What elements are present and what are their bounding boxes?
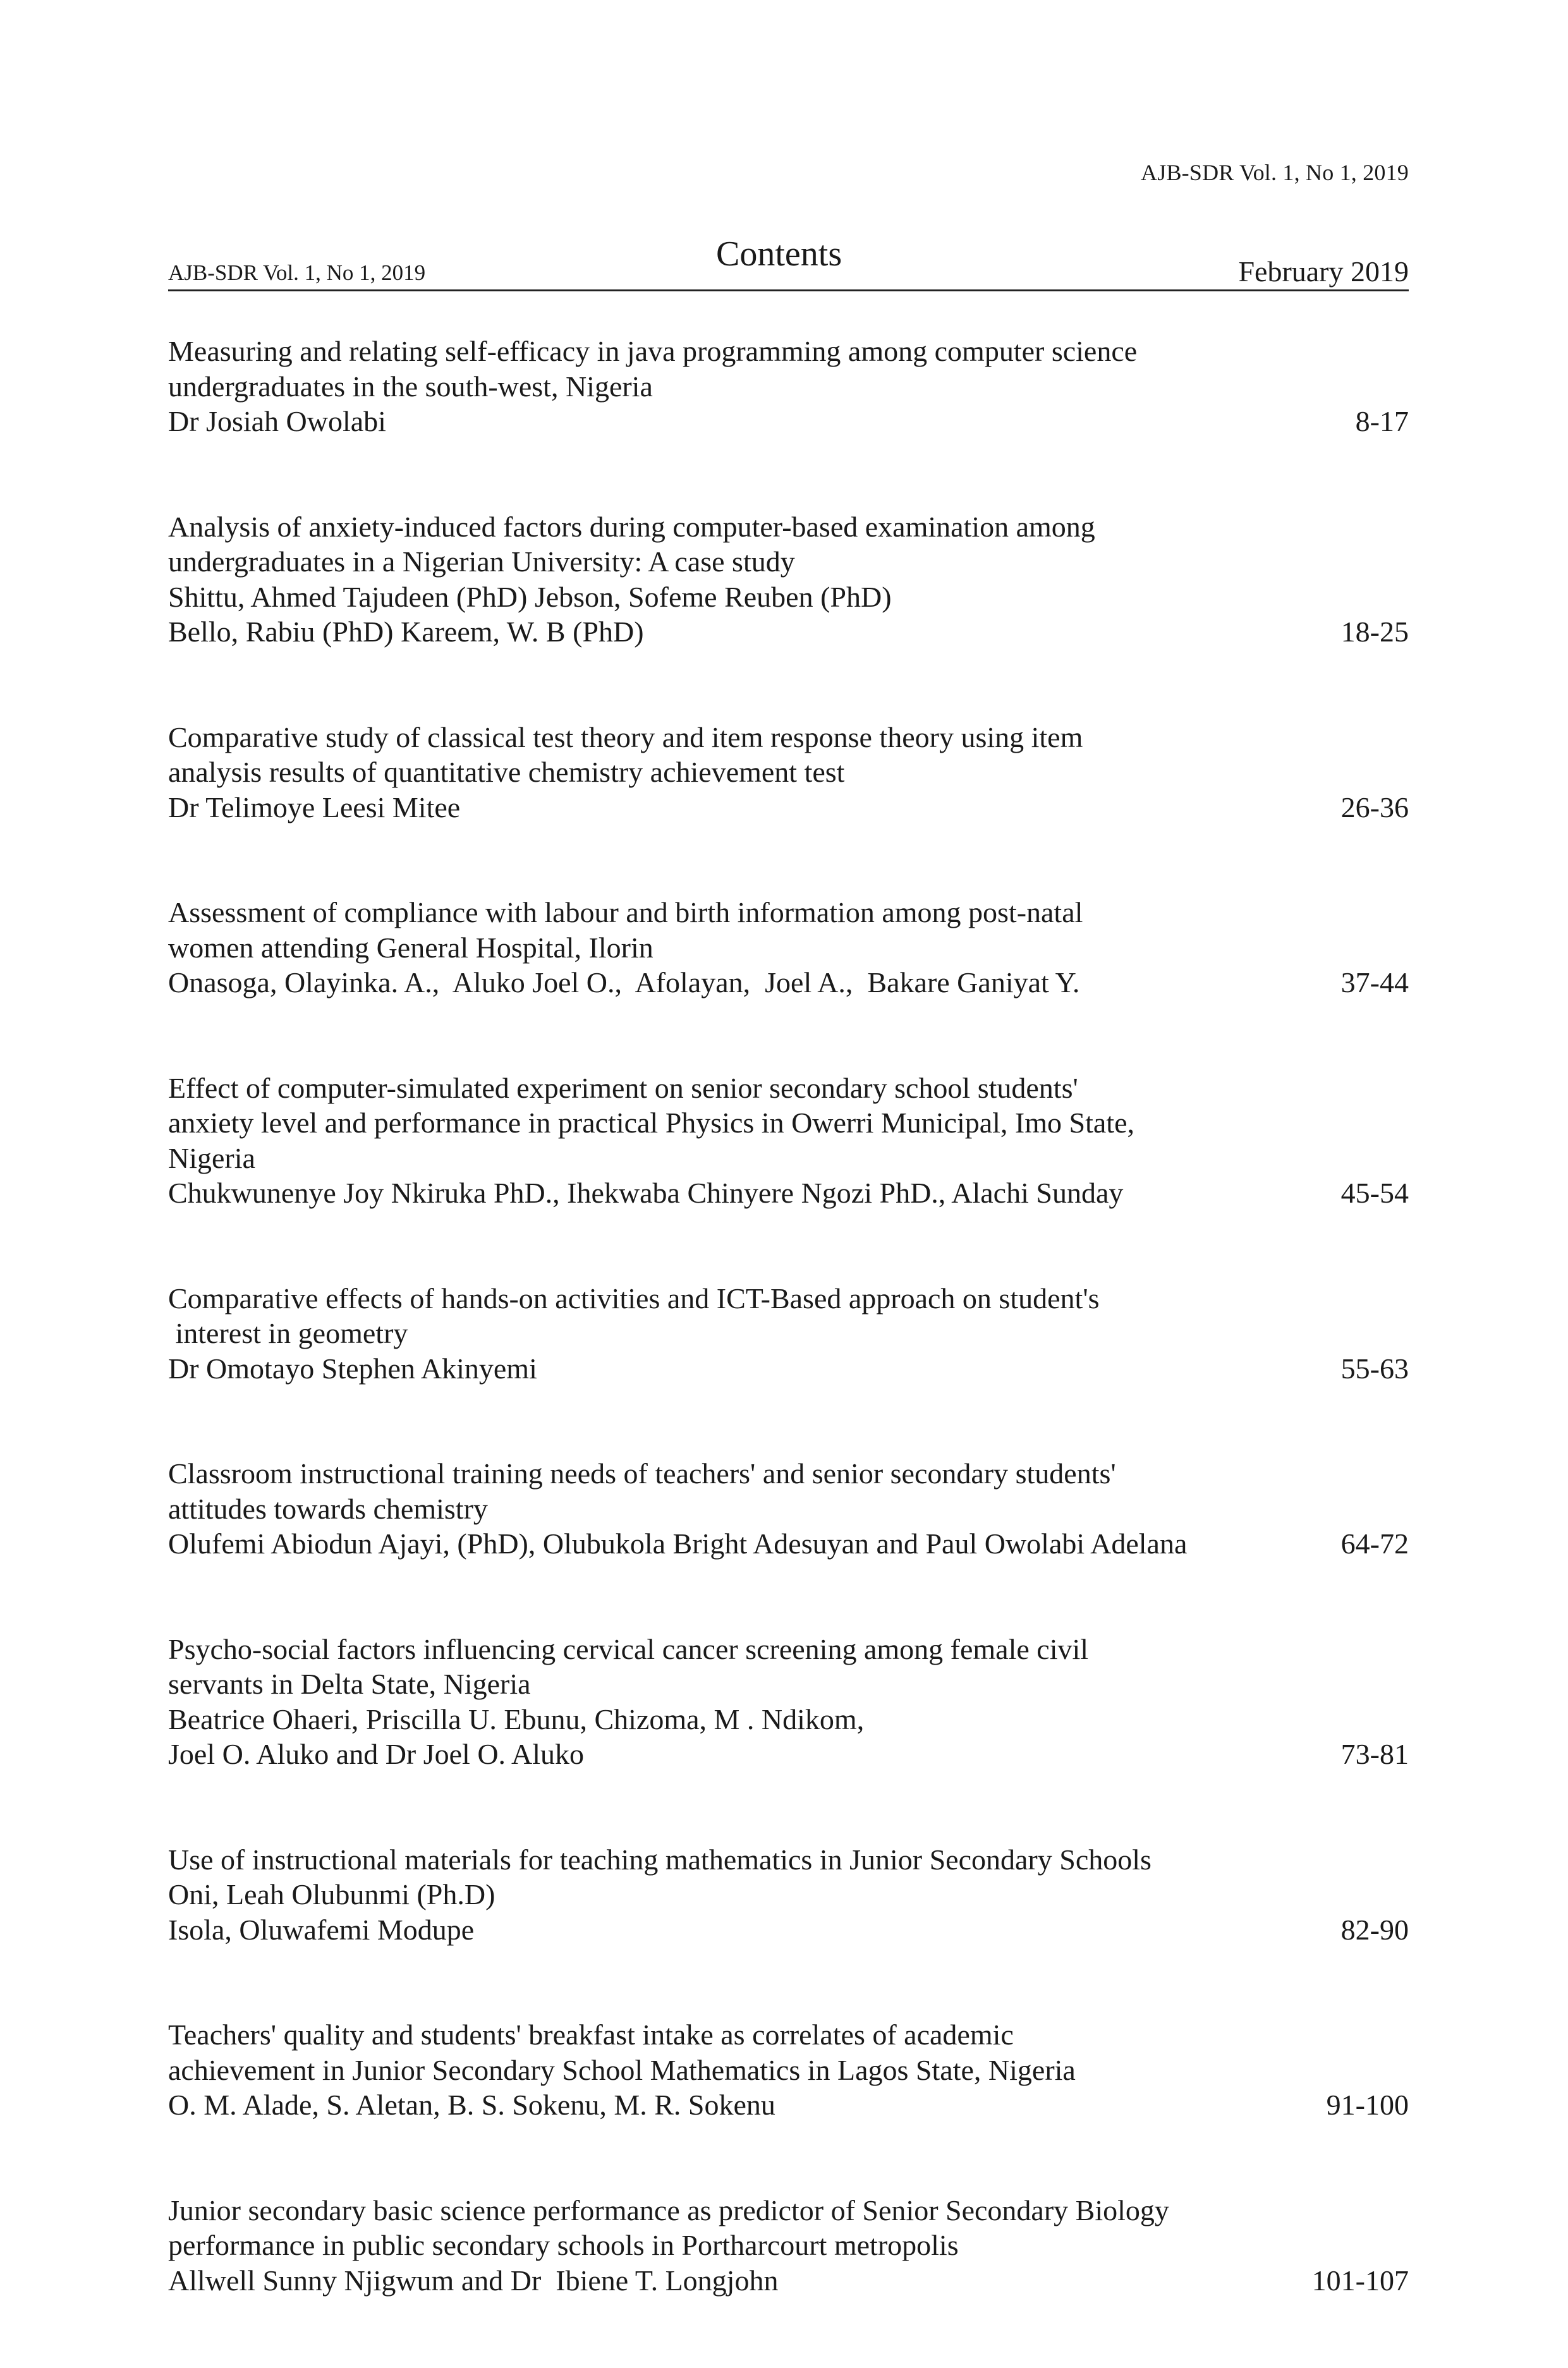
entry-title-line: Effect of computer-simulated experiment on senior secondary school students' xyxy=(168,1071,1078,1104)
entry-authors: O. M. Alade, S. Aletan, B. S. Sokenu, M. R. Sokenu xyxy=(168,2089,775,2121)
contents-header xyxy=(168,229,1409,291)
entry-title-line: achievement in Junior Secondary School Mathematics in Lagos State, Nigeria xyxy=(168,2053,1076,2086)
entry-page-range: 55-63 xyxy=(1340,1352,1409,1385)
toc-entry xyxy=(168,1632,1409,1772)
entry-title-line: Shittu, Ahmed Tajudeen (PhD) Jebson, Sofeme Reuben (PhD) xyxy=(168,580,892,613)
entry-title-line: servants in Delta State, Nigeria xyxy=(168,1668,531,1700)
entry-page-range: 64-72 xyxy=(1340,1527,1409,1560)
entry-title-line: Analysis of anxiety-induced factors during computer-based examination among xyxy=(168,510,1095,543)
toc-entry xyxy=(168,2017,1409,2123)
entry-title-line: Comparative effects of hands-on activities and ICT-Based approach on student's xyxy=(168,1282,1100,1315)
entry-authors: Dr Josiah Owolabi xyxy=(168,405,386,437)
entry-authors: Joel O. Aluko and Dr Joel O. Aluko xyxy=(168,1738,585,1770)
running-head: AJB-SDR Vol. 1, No 1, 2019 xyxy=(1141,160,1409,185)
entry-page-range: 26-36 xyxy=(1340,791,1409,823)
issue-date: February 2019 xyxy=(1238,255,1409,288)
entry-title-line: performance in public secondary schools in Portharcourt metropolis xyxy=(168,2229,959,2261)
toc-entry xyxy=(168,2193,1409,2298)
entry-page-range: 82-90 xyxy=(1340,1913,1409,1946)
entry-authors: Dr Telimoye Leesi Mitee xyxy=(168,791,461,823)
entry-title-line: Beatrice Ohaeri, Priscilla U. Ebunu, Chizoma, M . Ndikom, xyxy=(168,1703,865,1735)
toc-entry xyxy=(168,1281,1409,1387)
entry-page-range: 37-44 xyxy=(1340,966,1409,999)
entry-authors: Dr Omotayo Stephen Akinyemi xyxy=(168,1352,537,1385)
entry-title-line: Use of instructional materials for teaching mathematics in Junior Secondary Schools xyxy=(168,1843,1152,1876)
entry-authors: Olufemi Abiodun Ajayi, (PhD), Olubukola Bright Adesuyan and Paul Owolabi Adelana xyxy=(168,1527,1188,1560)
toc-entry xyxy=(168,720,1409,825)
entry-title-line: interest in geometry xyxy=(168,1317,408,1349)
entry-page-range: 18-25 xyxy=(1340,616,1409,648)
toc-entry xyxy=(168,895,1409,1000)
toc-entry xyxy=(168,334,1409,439)
entry-title-line: Junior secondary basic science performance as predictor of Senior Secondary Biology xyxy=(168,2194,1169,2226)
entry-authors: Isola, Oluwafemi Modupe xyxy=(168,1913,475,1946)
entry-page-range: 91-100 xyxy=(1326,2089,1409,2121)
toc-entry xyxy=(168,1456,1409,1562)
entry-authors: Onasoga, Olayinka. A., Aluko Joel O., Afolayan, Joel A., Bakare Ganiyat Y. xyxy=(168,966,1080,999)
entry-title-line: attitudes towards chemistry xyxy=(168,1492,488,1525)
entry-title-line: Classroom instructional training needs of teachers' and senior secondary students' xyxy=(168,1457,1116,1490)
entry-authors: Allwell Sunny Njigwum and Dr Ibiene T. Longjohn xyxy=(168,2264,779,2297)
entry-title-line: Comparative study of classical test theory and item response theory using item xyxy=(168,720,1083,753)
entry-title-line: undergraduates in a Nigerian University: A case study xyxy=(168,545,795,578)
entry-title-line: Oni, Leah Olubunmi (Ph.D) xyxy=(168,1878,495,1910)
toc-entry xyxy=(168,509,1409,650)
entry-title-line: undergraduates in the south-west, Nigeria xyxy=(168,370,653,403)
entry-title-line: anxiety level and performance in practical Physics in Owerri Municipal, Imo State, xyxy=(168,1107,1135,1139)
toc-entry xyxy=(168,1842,1409,1948)
entry-title-line: Nigeria xyxy=(168,1141,255,1174)
table-of-contents xyxy=(168,334,1409,2368)
entry-authors: Chukwunenye Joy Nkiruka PhD., Ihekwaba Chinyere Ngozi PhD., Alachi Sunday xyxy=(168,1177,1124,1209)
entry-title-line: Teachers' quality and students' breakfast intake as correlates of academic xyxy=(168,2019,1014,2051)
journal-name: AJB-SDR Vol. 1, No 1, 2019 xyxy=(168,260,426,285)
entry-authors: Bello, Rabiu (PhD) Kareem, W. B (PhD) xyxy=(168,616,644,648)
entry-title-line: Assessment of compliance with labour and birth information among post-natal xyxy=(168,896,1083,928)
entry-title-line: women attending General Hospital, Ilorin xyxy=(168,931,653,964)
entry-page-range: 73-81 xyxy=(1340,1738,1409,1770)
entry-page-range: 101-107 xyxy=(1311,2264,1409,2297)
entry-page-range: 8-17 xyxy=(1355,405,1409,437)
entry-title-line: Measuring and relating self-efficacy in java programming among computer science xyxy=(168,335,1138,367)
toc-entry xyxy=(168,1071,1409,1211)
entry-title-line: Psycho-social factors influencing cervical cancer screening among female civil xyxy=(168,1632,1089,1665)
entry-title-line: analysis results of quantitative chemistry achievement test xyxy=(168,756,845,788)
page-title: Contents xyxy=(716,234,842,274)
entry-page-range: 45-54 xyxy=(1340,1177,1409,1209)
